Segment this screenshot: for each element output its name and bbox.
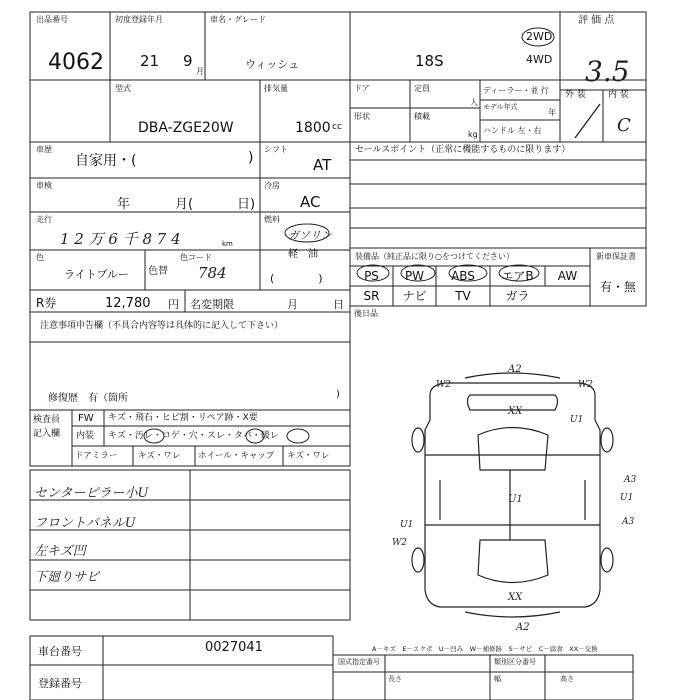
renew-day: 日 [333,298,344,311]
fuel-label: 燃料 [264,215,280,224]
equip-ps: PS [364,269,379,283]
equip-tv: TV [455,289,471,303]
registration-label: 登録番号 [38,677,82,690]
inspection-month: 月( [175,197,194,212]
notes-label: 注意事項申告欄（不具合内容等は具体的に記入して下さい） [40,321,284,331]
recycle-yen: 円 [168,298,179,311]
color-code: 784 [198,264,227,282]
shape-label: 形状 [354,112,370,121]
color-change-label: 色替 [148,266,168,277]
renew-month: 月 [287,298,298,311]
drive-2wd: 2WD [526,30,553,43]
name-label: 車名・グレード [210,15,266,24]
equip-pw: PW [404,269,425,283]
score: 3.5 [585,55,630,88]
drive-4wd: 4WD [526,53,553,66]
chassis-value: 0027041 [205,640,263,655]
reg-month-unit: 月 [196,67,204,76]
door-label: ドア [354,84,370,93]
inspector-label-1: 検査員 [33,415,61,425]
diagram-label-u1-side: U1 [620,493,634,503]
disp-label: 排気量 [264,84,288,93]
equipment-label: 装備品（純正品に限り○をつけてください） [355,252,514,261]
color-code-label: 色コード [180,253,212,262]
color-value: ライトブルー [64,268,129,281]
lot-label: 出品番号 [36,15,68,24]
equip-glass: ガラ [505,289,530,303]
diagram-label-w2-right: W2 [578,380,593,390]
dim-length: 長さ [388,675,402,683]
diagram-label-u1-roof: U1 [508,494,523,505]
exterior-label: 外 装 [565,90,586,100]
chassis-label: 車台番号 [38,645,82,658]
inspector-fw-text: キズ・飛石・ヒビ割・リペア跡・X要 [108,413,258,423]
note-2: フロントパネルU [34,516,136,531]
note-4: 下廻りサビ [34,570,100,585]
model-value: DBA-ZGE20W [138,120,234,136]
grade: 18S [415,52,444,70]
usage-value: 自家用・( [75,153,137,169]
interior-label: 内 装 [608,90,629,100]
mileage-unit: km [222,240,233,248]
inspection-year: 年 [117,197,131,212]
equip-airbag: エアB [501,269,534,283]
reg-label: 初度登録年月 [115,15,163,24]
diagram-label-w2-left-rear: W2 [392,538,407,548]
capacity-unit: 人 [470,98,478,107]
equip-sr: SR [363,289,380,303]
repair-close: ) [336,389,340,400]
dim-width: 幅 [494,675,501,683]
reg-month: 9 [183,52,193,70]
diagram-label-u1-left: U1 [400,520,414,530]
diagram-label-w2-left: W2 [436,380,451,390]
score-label: 評 価 点 [578,15,615,26]
reg-year: 21 [140,52,160,70]
model-label: 型式 [115,84,131,93]
cc-unit: cc [332,122,342,132]
usage-label: 車歴 [36,145,52,154]
inspector-mirror: ドアミラー [75,451,118,461]
fuel-paren: ( ) [270,272,323,285]
diagram-label-a2-top: A2 [508,364,522,375]
diagram-label-a2-bottom: A2 [516,622,530,633]
inspector-fw: FW [78,413,94,424]
dim-height: 高さ [560,675,574,683]
inspector-wheel-state: キズ・ワレ [287,451,330,461]
diagram-label-a3-lower: A3 [622,517,635,527]
ac-value: AC [300,193,321,211]
diagram-label-u1-pillar: U1 [570,415,584,425]
recycle-value: 12,780 [105,296,151,311]
inspector-interior: 内装 [76,431,95,441]
diagram-label-a3-upper: A3 [624,475,637,485]
car-name: ウィッシュ [245,58,300,71]
capacity-label: 定員 [414,84,430,93]
inspection-label: 車検 [36,181,52,190]
note-1: センターピラー小U [34,486,149,501]
note-3: 左キズ凹 [34,544,86,559]
displacement: 1800 [295,120,331,136]
shift-value: AT [313,156,332,174]
dealer-label: ディーラー・並 行 [483,86,549,95]
sales-label: セールスポイント（正常に機能するものに限ります） [355,145,571,155]
fuel-light: 軽 油 [288,249,318,260]
repair-history: 修復歴 有（箇所 [48,393,128,404]
type-designation-label: 国式指定番号 [338,658,380,666]
exterior-slash [575,104,600,138]
equip-navi: ナビ [402,289,427,303]
load-label: 積載 [414,112,430,121]
aftermarket-label: 後日品 [354,309,378,318]
ac-label: 冷房 [264,181,280,190]
equip-abs: ABS [451,269,475,283]
inspector-mirror-state: キズ・ワレ [138,451,181,461]
new-warranty-value: 有・無 [600,280,637,294]
diagram-label-xx-rear: XX [508,592,523,603]
mileage-digits: 1 2 万 6 千 8 7 4 [60,230,181,248]
shift-label: シフト [264,145,288,154]
diagram-label-xx-front: XX [508,406,523,417]
model-year-label: モデル年式 [483,103,518,111]
category-number-label: 類別区分番号 [494,658,536,666]
interior-grade: C [617,115,631,136]
mileage-label: 走行 [36,215,52,224]
load-unit: kg [468,130,478,139]
inspector-interior-text: キズ・汚レ・コゲ・穴・スレ・タバ・破レ [108,431,279,441]
inspector-wheel: ホイール・キャップ [198,451,275,461]
usage-close: ) [248,150,254,166]
lot-number: 4062 [48,50,104,75]
inspection-day: 日) [237,197,256,212]
model-year-unit: 年 [548,108,556,117]
renew-label: 名変期限 [190,298,234,311]
equip-aw: AW [557,269,578,283]
new-warranty-label: 新車保証書 [596,252,636,261]
recycle-label: R券 [36,296,57,310]
fuel-value: ガソリン [288,229,332,242]
inspector-label-2: 記入欄 [33,429,61,439]
diagram-legend: A－キズ E－エクボ U－凹み W－補修跡 S－サビ C－腐食 XX－交換 [372,645,598,653]
handle-label: ハンドル 左・右 [483,126,542,135]
color-label: 色 [36,253,44,262]
